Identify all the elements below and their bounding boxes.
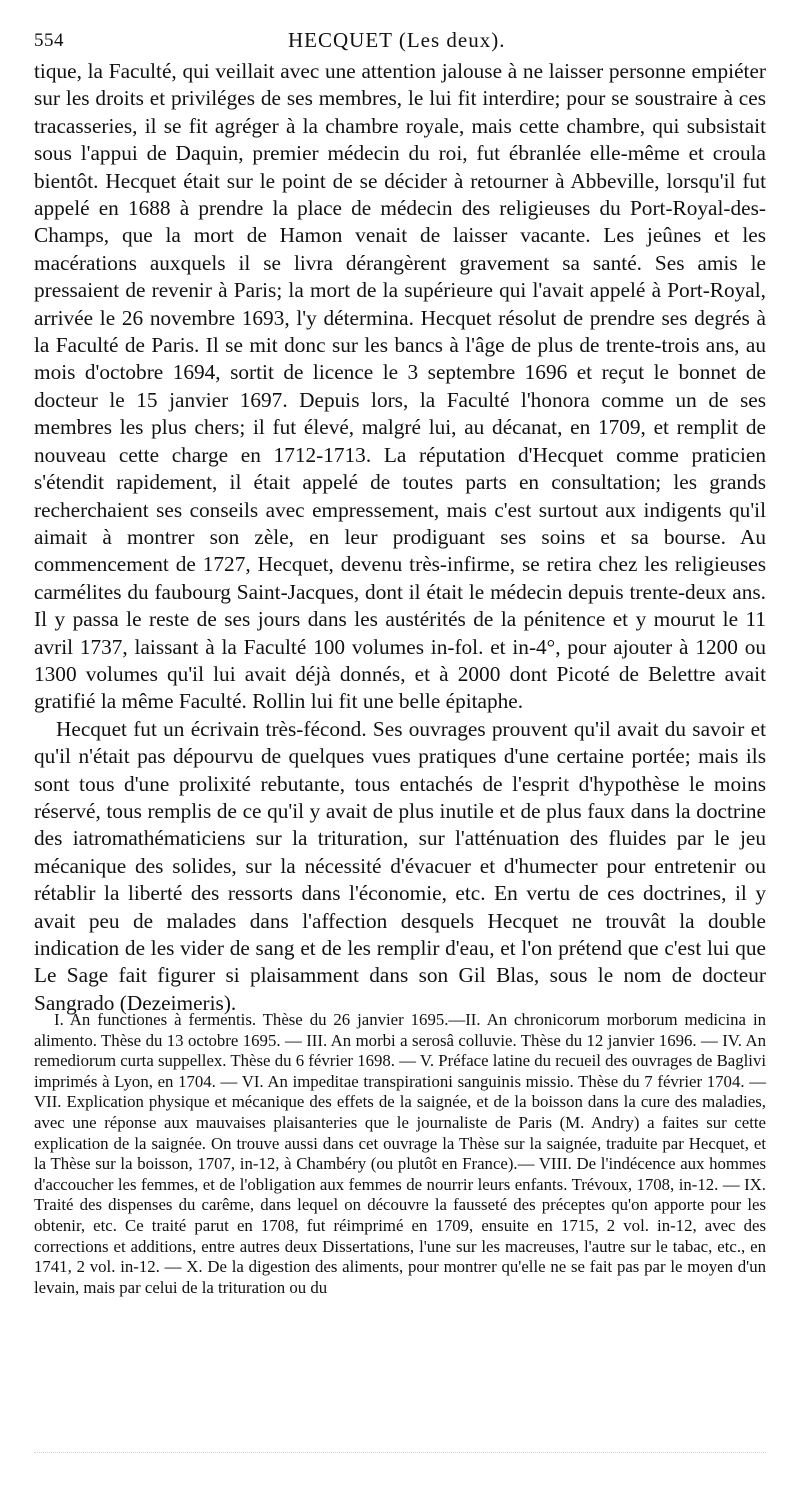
page-number: 554 bbox=[34, 30, 64, 51]
body-text bbox=[34, 58, 766, 1017]
body-paragraph: Hecquet fut un écrivain très-fécond. Ses ouvrages prouvent qu'il avait du savoir et qu'il n'était pas dépourvu de quelques vues pratiques d'une certaine portée; mais ils sont tous d'une prolixité rebutante, tous entachés de l'esprit d'hypothèse le moins réservé, tous remplis de ce qu'il y avait de plus inutile et de plus faux dans la doctrine des iatromathématiciens sur la trituration, sur l'atténuation des fluides par le jeu mécanique des solides, sur la nécessité d'évacuer et d'humecter pour entretenir ou rétablir la liberté des ressorts dans l'économie, etc. En vertu de ces doctrines, il y avait peu de malades dans l'affection desquels Hecquet ne trouvât la double indication de les vider de sang et de les remplir d'eau, et l'on prétend que c'est lui que Le Sage fait figurer si plaisamment dans son Gil Blas, sous le nom de docteur Sangrado (Dezeimeris). bbox=[34, 716, 766, 1015]
bleed-through-line bbox=[34, 1452, 766, 1457]
running-title: HECQUET (Les deux). bbox=[288, 28, 506, 52]
bibliography-notes bbox=[34, 1010, 766, 1298]
body-paragraph: tique, la Faculté, qui veillait avec une attention jalouse à ne laisser personne empiéter sur les droits et priviléges de ses membres, le lui fit interdire; pour se soustraire à ces tracasseries, il se fit agréger à la chambre royale, mais cette chambre, qui subsistait sous l'appui de Daquin, premier médecin du roi, fut ébranlée elle-même et croula bientôt. Hecquet était sur le point de se décider à retourner à Abbeville, lorsqu'il fut appelé en 1688 à prendre la place de médecin des religieuses du Port-Royal-des-Champs, que la mort de Hamon venait de laisser vacante. Les jeûnes et les macérations auxquels il se livra dérangèrent gravement sa santé. Ses amis le pressaient de revenir à Paris; la mort de la supérieure qui l'avait appelé à Port-Royal, arrivée le 26 novembre 1693, l'y détermina. Hecquet résolut de prendre ses degrés à la Faculté de Paris. Il se mit donc sur les bancs à l'âge de plus de trente-trois ans, au mois d'octobre 1694, sortit de licence le 3 septembre 1696 et reçut le bonnet de docteur le 15 janvier 1697. Depuis lors, la Faculté l'honora comme un de ses membres les plus chers; il fut élevé, malgré lui, au décanat, en 1709, et remplit de nouveau cette charge en 1712-1713. La réputation d'Hecquet comme praticien s'étendit rapidement, il était appelé de toutes parts en consultation; les grands recherchaient ses conseils avec empressement, mais c'est surtout aux indigents qu'il aimait à montrer son zèle, en leur prodiguant ses soins et sa bourse. Au commencement de 1727, Hecquet, devenu très-infirme, se retira chez les religieuses carmélites du faubourg Saint-Jacques, dont il était le médecin depuis trente-deux ans. Il y passa le reste de ses jours dans les austérités de la pénitence et y mourut le 11 avril 1737, laissant à la Faculté 100 volumes in-fol. et in-4°, pour ajouter à 1200 ou 1300 volumes qu'il lui avait déjà donnés, et à 2000 dont Picoté de Belettre avait gratifié la même Faculté. Rollin lui fit une belle épitaphe. bbox=[34, 59, 766, 714]
page-header bbox=[34, 24, 766, 52]
bibliography-paragraph: I. An functiones à fermentis. Thèse du 26 janvier 1695.—II. An chronicorum morborum medicina in alimento. Thèse du 13 octobre 1695. — III. An morbi a serosâ colluvie. Thèse du 12 janvier 1696. — IV. An remediorum curta suppellex. Thèse du 6 février 1698. — V. Préface latine du recueil des ouvrages de Baglivi imprimés à Lyon, en 1704. — VI. An impeditae transpirationi sanguinis missio. Thèse du 7 février 1704. — VII. Explication physique et mécanique des effets de la saignée, et de la boisson dans la cure des maladies, avec une réponse aux mauvaises plaisanteries que le journaliste de Paris (M. Andry) a faites sur cette explication de la saignée. On trouve aussi dans cet ouvrage la Thèse sur la saignée, traduite par Hecquet, et la Thèse sur la boisson, 1707, in-12, à Chambéry (ou plutôt en France).— VIII. De l'indécence aux hommes d'accoucher les femmes, et de l'obligation aux femmes de nourrir leurs enfants. Trévoux, 1708, in-12. — IX. Traité des dispenses du carême, dans lequel on découvre la fausseté des préceptes qu'on apporte pour les obtenir, etc. Ce traité parut en 1708, fut réimprimé en 1709, ensuite en 1715, 2 vol. in-12, avec des corrections et additions, entre autres deux Dissertations, l'une sur les macreuses, l'autre sur le tabac, etc., en 1741, 2 vol. in-12. — X. De la digestion des aliments, pour montrer qu'elle ne se fait pas par le moyen d'un levain, mais par celui de la trituration ou du bbox=[34, 1010, 766, 1297]
